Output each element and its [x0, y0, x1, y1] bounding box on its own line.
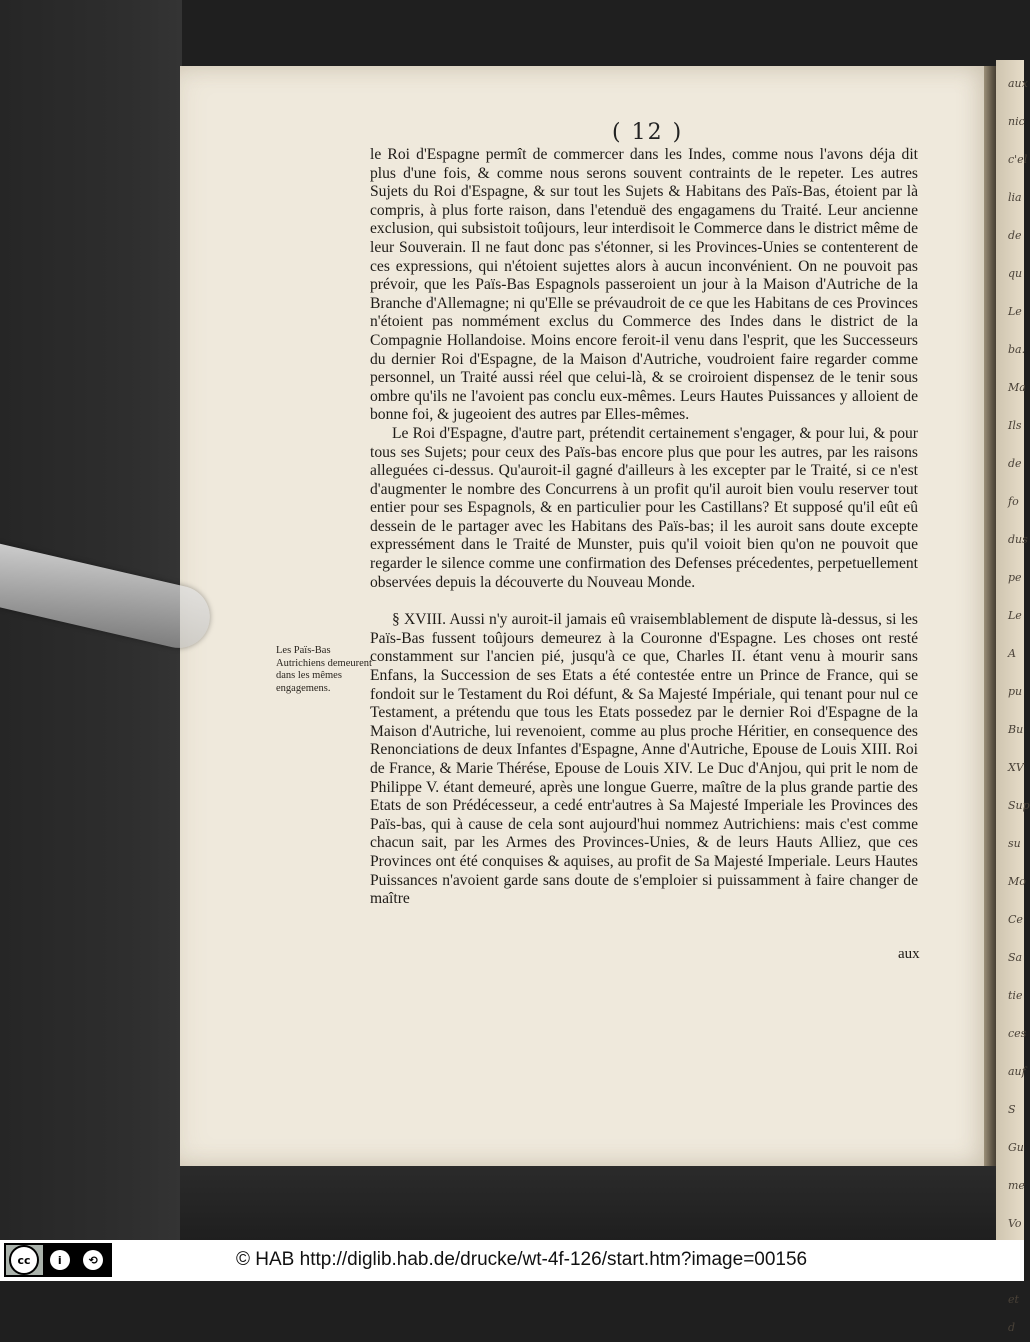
facing-page-fragment: Ce	[1008, 913, 1023, 926]
attribution-icon: i	[50, 1250, 70, 1270]
facing-page-fragment: Mo	[1008, 875, 1026, 888]
facing-page-fragment: aux	[1008, 77, 1028, 90]
facing-page-edge	[996, 60, 1030, 1334]
facing-page-fragment: A	[1008, 647, 1016, 660]
facing-page-fragment: de	[1008, 229, 1022, 242]
license-terms	[43, 1245, 110, 1275]
facing-page-fragment: Le	[1008, 609, 1022, 622]
facing-page-fragment: dus	[1008, 533, 1028, 546]
facing-page-fragment: Sa	[1008, 951, 1023, 964]
page-number: ( 12 )	[612, 120, 684, 145]
book-shadow	[180, 1166, 996, 1240]
facing-page-fragment: ba.	[1008, 343, 1026, 356]
footer-bar	[0, 1240, 1024, 1281]
facing-page-fragment: me	[1008, 1179, 1025, 1192]
facing-page-fragment: Sup	[1008, 799, 1030, 812]
facing-page-fragment: XV	[1008, 761, 1024, 774]
margin-note: Les Païs-Bas Autrichiens demeurent dans les mêmes engagemens.	[276, 645, 372, 694]
share-alike-icon: ⟲	[83, 1250, 103, 1270]
main-text	[370, 146, 918, 909]
facing-page-fragment: et d	[1008, 1293, 1019, 1334]
facing-page-fragment: lia	[1008, 191, 1022, 204]
cc-icon: cc	[9, 1245, 39, 1275]
facing-page-fragment: Bu	[1008, 723, 1024, 736]
facing-page-fragment: S	[1008, 1103, 1016, 1116]
facing-page-fragment: Ils	[1008, 419, 1022, 432]
paragraph-section-xviii: § XVIII. Aussi n'y auroit-il jamais eû vraisemblablement de dispute là-dessus, si les Païs-Bas fussent toûjours demeurez à la Couronne d'Espagne. Les choses ont resté constamment sur l'ancien pié, jusqu'à ce que, Charles II. étant venu à mourir sans Enfans, la Succession de ses Etats a été contestée entre un Prince de France, qui se fondoit sur le Testament du Roi défunt, & Sa Majesté Impériale, qui tenant pour nul ce Testament, a prétendu que tous les Etats possedez par le dernier Roi d'Espagne de la Maison d'Autriche, lui revenoient, comme au plus proche Héritier, en consequence des Renonciations de deux Infantes d'Espagne, Anne d'Autriche, Epouse de Louis XIII. Roi de France, & Marie Thérése, Epouse de Louis XIV. Le Duc d'Anjou, qui prit le nom de Philippe V. étant demeuré, après une longue Guerre, maître de la plus grande partie des Etats de son Prédécesseur, a cedé entr'autres à Sa Majesté Imperiale les Provinces des Païs-bas, qui à cause de cela sont aujourd'hui nommez Autrichiens: mais c'est comme chacun sait, par les Armes des Provinces-Unies, & de leurs Hauts Alliez, que ces Provinces ont été conquises & aquises, au profit de Sa Majesté Imperiale. Leurs Hautes Puissances n'avoient garde sans doute de s'emploier si puissamment à faire changer de maître	[370, 611, 918, 908]
facing-page-fragment: fo	[1008, 495, 1019, 508]
facing-page-fragment: Gu	[1008, 1141, 1024, 1154]
facing-page-fragment: Le	[1008, 305, 1022, 318]
paragraph-1: le Roi d'Espagne permît de commercer dans les Indes, comme nous l'avons déja dit plus d'une fois, & comme nous serons souvent contraints de le repeter. Les autres Sujets du Roi d'Espagne, & sur tout les Sujets & Habitans des Païs-Bas, étoient par là compris, à plus forte raison, dans l'etenduë des engagamens du Traité. Leur ancienne exclusion, qui subsistoit toûjours, leur interdisoit le Commerce dans le district même de leur Souverain. Il ne faut donc pas s'étonner, si les Provinces-Unies se contenterent de ces expressions, qui n'étoient sujettes alors à aucun inconvénient. On ne pouvoit pas prévoir, que les Païs-Bas Espagnols passeroient un jour à la Maison d'Autriche de la Branche d'Allemagne; ni qu'Elle se prévaudroit de ce que les Habitans de ces Provinces n'étoient pas nommément exclus du Commerce des Indes dans le district de la Compagnie Hollandoise. Moins encore feroit-il venu dans l'esprit, que les Successeurs du dernier Roi d'Espagne, de la Maison d'Autriche, voudroient faire regarder comme personnel, un Traité aussi réel que celui-là, & se croiroient dispensez de le tenir sous ombre qu'ils ne l'avoient pas conclu eux-mêmes. Leurs Hautes Puissances y alloient de bonne foi, & jugeoient des autres par Elles-mêmes.	[370, 146, 918, 424]
facing-page-fragment: Vo	[1008, 1217, 1022, 1230]
facing-page-fragment: nic	[1008, 115, 1025, 128]
paragraph-2: Le Roi d'Espagne, d'autre part, prétendit certainement s'engager, & pour lui, & pour tous ses Sujets; pour ceux des Païs-bas encore plus que pour les autres, par les raisons alleguées ci-dessus. Qu'auroit-il gagné d'ailleurs à les excepter par le Traité, si ce n'est d'augmenter le nombre des Concurrens à un profit qu'il auroit bien voulu reserver tout entier pour ses Espagnols, & en particulier pour les Castillans? Et supposé qu'il eût eû dessein de le partager avec les Habitans des Païs-bas; il les auroit sans doute excepte expressément dans le Traité de Munster, puis qu'il voioit bien qu'on ne pouvoit que regarder le silence comme une confirmation des Defenses précedentes, perpetuellement observées depuis la découverte du Nouveau Monde.	[370, 424, 918, 591]
facing-page-fragment: tie	[1008, 989, 1023, 1002]
facing-page-fragment: Ma	[1008, 381, 1026, 394]
facing-page-fragment: c'el	[1008, 153, 1028, 166]
cc-license-badge[interactable]	[4, 1243, 112, 1277]
facing-page-fragment: ces	[1008, 1027, 1027, 1040]
facing-page-fragment: de	[1008, 457, 1022, 470]
facing-page-fragment: pu	[1008, 685, 1023, 698]
source-credit: © HAB http://diglib.hab.de/drucke/wt-4f-126/start.htm?image=00156	[236, 1249, 808, 1270]
catchword: aux	[898, 946, 920, 962]
facing-page-fragment: auf	[1008, 1065, 1026, 1078]
facing-page-fragment: su	[1008, 837, 1021, 850]
facing-page-fragment: pe	[1008, 571, 1022, 584]
facing-page-fragment: qu	[1008, 267, 1023, 280]
